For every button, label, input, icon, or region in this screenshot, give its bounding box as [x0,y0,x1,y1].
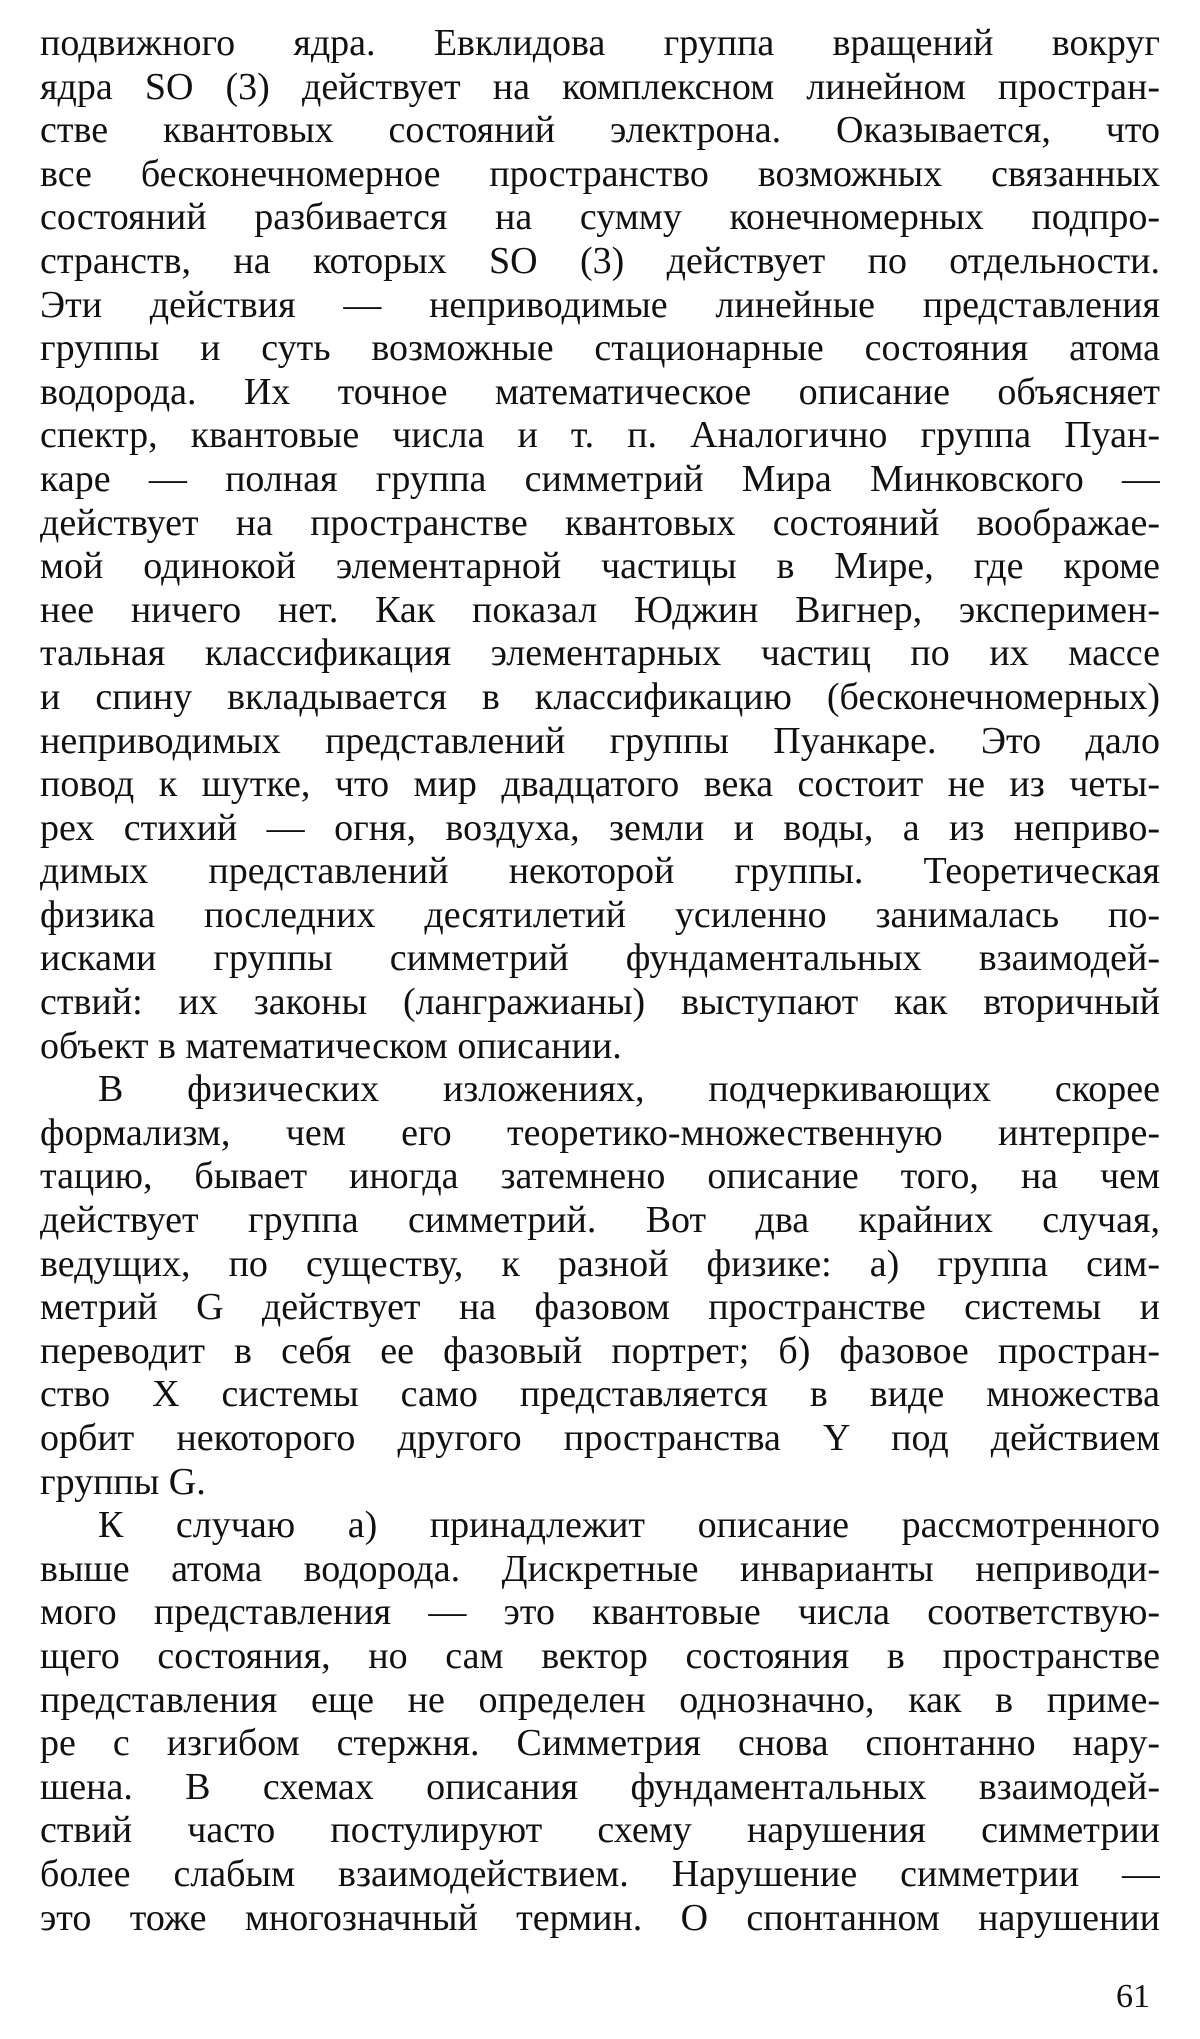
text-line: более слабым взаимодействием. Нарушение симметрии — [40,1852,1160,1895]
page-number: 61 [1116,1978,1150,2015]
text-line: представления еще не определен однозначно, как в приме- [40,1678,1160,1721]
text-line: нее ничего нет. Как показал Юджин Вигнер, эксперимен- [40,588,1160,631]
paragraph [40,1068,1160,1504]
text-line: ство X системы само представляется в виде множества [40,1373,1160,1416]
text-line: формализм, чем его теоретико-множественную интерпре- [40,1111,1160,1154]
text-line: спектр, квантовые числа и т. п. Аналогично группа Пуан- [40,414,1160,457]
text-line: В физических изложениях, подчеркивающих скорее [98,1068,1160,1111]
text-line: группы G. [40,1460,206,1503]
text-line: ре с изгибом стержня. Симметрия снова спонтанно нару- [40,1722,1160,1765]
text-line: физика последних десятилетий усиленно занималась по- [40,893,1160,936]
text-line: орбит некоторого другого пространства Y под действием [40,1417,1160,1459]
text-line: Эти действия — неприводимые линейные представления [40,283,1160,326]
text-line: мого представления — это квантовые числа соответствую- [40,1591,1160,1634]
text-line: действует группа симметрий. Вот два крайних случая, [40,1199,1160,1242]
text-line: каре — полная группа симметрий Мира Минковского — [40,457,1160,500]
text-line: повод к шутке, что мир двадцатого века состоит не из четы- [40,763,1160,806]
text-line: рех стихий — огня, воздуха, земли и воды, а из неприво- [40,806,1160,849]
text-line: объект в математическом описании. [40,1024,622,1067]
text-line: ведущих, по существу, к разной физике: а) группа сим- [40,1242,1160,1285]
text-line: выше атома водорода. Дискретные инварианты неприводи- [40,1547,1160,1590]
text-line: это тоже многозначный термин. О спонтанном нарушении [40,1896,1160,1939]
text-line: странств, на которых SO (3) действует по отдельности. [40,239,1160,282]
text-line: димых представлений некоторой группы. Теоретическая [40,850,1160,893]
text-line: переводит в себя ее фазовый портрет; б) фазовое простран- [40,1329,1160,1372]
text-line: группы и суть возможные стационарные состояния атома [40,327,1160,370]
page-text [40,22,1160,1940]
text-line: состояний разбивается на сумму конечномерных подпро- [40,196,1160,239]
text-line: действует на пространстве квантовых состояний воображае- [40,501,1160,544]
text-line: щего состояния, но сам вектор состояния в пространстве [40,1634,1160,1677]
text-line: ядра SO (3) действует на комплексном линейном простран- [40,65,1160,108]
text-line: шена. В схемах описания фундаментальных взаимодей- [40,1765,1160,1808]
text-line: метрий G действует на фазовом пространстве системы и [40,1286,1160,1329]
text-line: тальная классификация элементарных частиц по их массе [40,632,1160,675]
text-line: подвижного ядра. Евклидова группа вращений вокруг [40,22,1160,64]
text-line: мой одинокой элементарной частицы в Мире, где кроме [40,545,1160,588]
text-line: неприводимых представлений группы Пуанкаре. Это дало [40,719,1160,762]
text-line: ствий: их законы (лангражианы) выступают как вторичный [40,981,1160,1024]
text-line: стве квантовых состояний электрона. Оказывается, что [40,109,1160,152]
paragraph [40,1504,1160,1940]
text-line: водорода. Их точное математическое описание объясняет [40,370,1160,413]
paragraph [40,22,1160,1068]
text-line: тацию, бывает иногда затемнено описание того, на чем [40,1155,1160,1198]
text-line: ствий часто постулируют схему нарушения симметрии [40,1809,1160,1852]
text-line: К случаю а) принадлежит описание рассмотренного [98,1504,1160,1547]
text-line: исками группы симметрий фундаментальных взаимодей- [40,937,1160,980]
text-line: все бесконечномерное пространство возможных связанных [40,152,1160,195]
text-line: и спину вкладывается в классификацию (бесконечномерных) [40,675,1160,718]
